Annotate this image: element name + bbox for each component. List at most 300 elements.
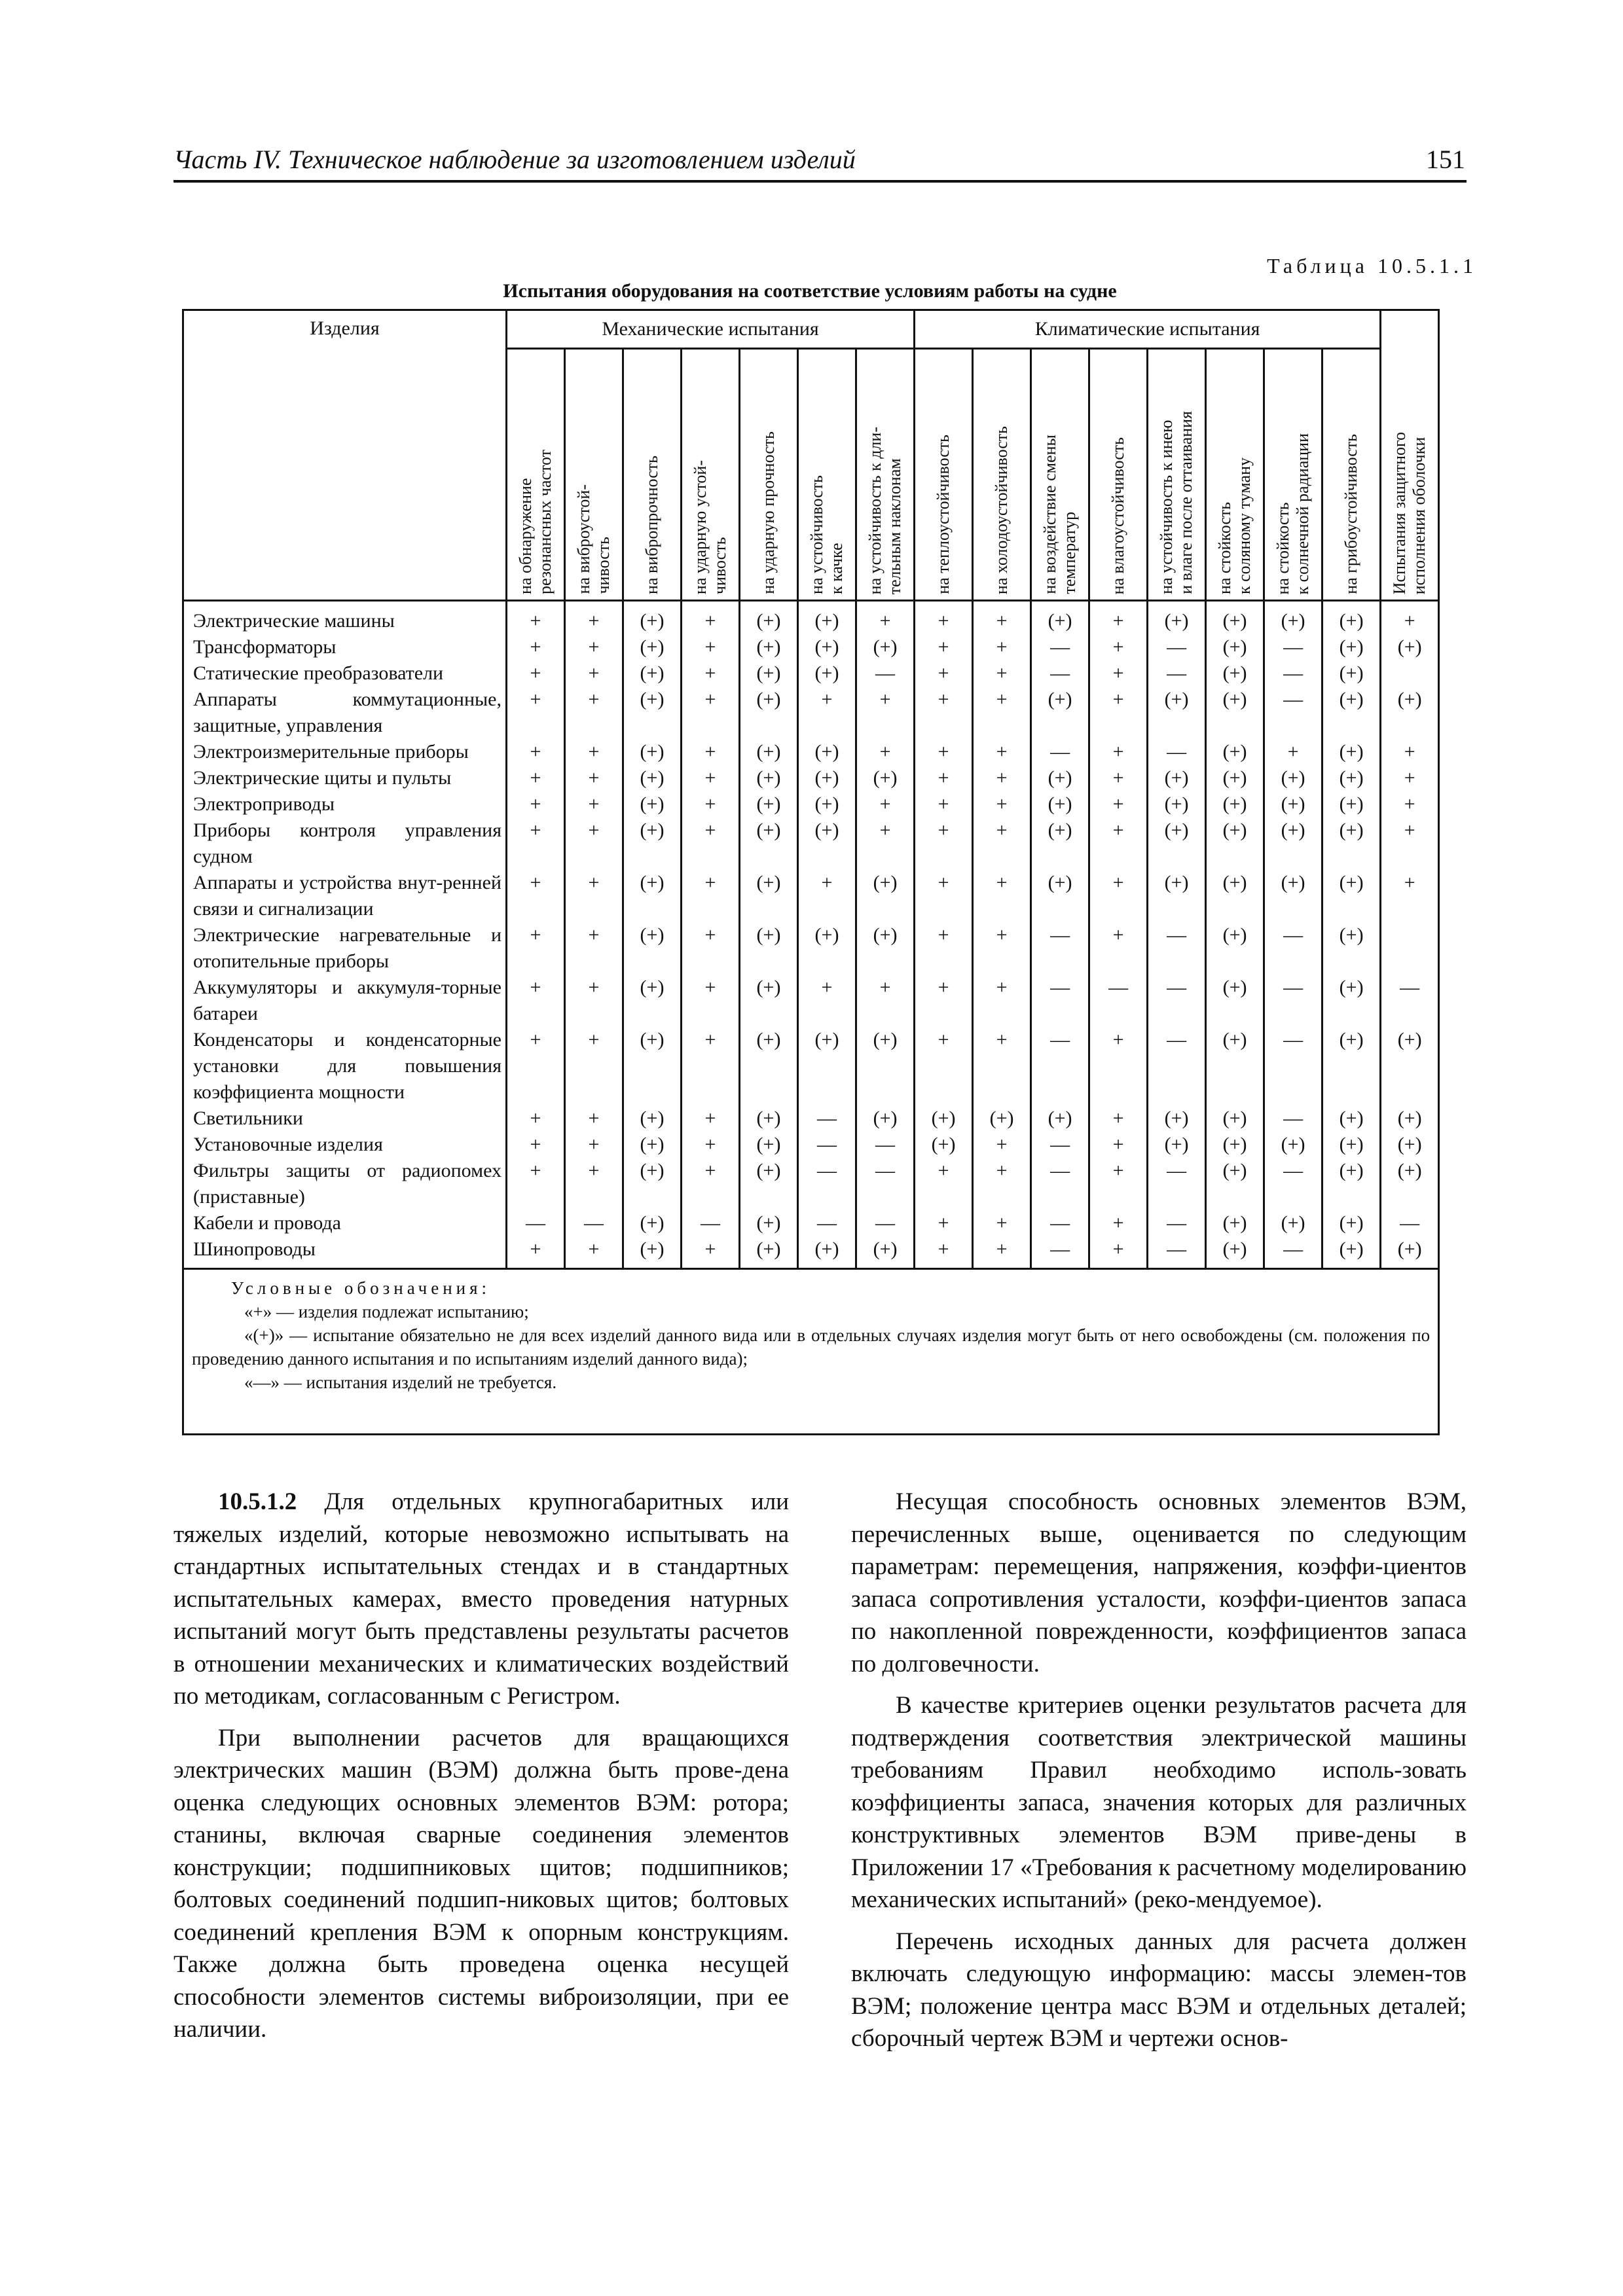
test-mark: + — [507, 765, 565, 791]
table-number: Таблица 10.5.1.1 — [1267, 254, 1477, 278]
test-mark: (+) — [623, 660, 682, 687]
test-mark: + — [682, 1132, 740, 1158]
test-mark: + — [507, 739, 565, 765]
header-col-3 — [623, 349, 682, 601]
test-mark: (+) — [798, 791, 856, 817]
test-mark: + — [1089, 739, 1148, 765]
product-name: Фильтры защиты от радиопомех (приставные) — [183, 1158, 507, 1210]
test-mark: (+) — [623, 687, 682, 739]
test-mark: (+) — [1148, 765, 1206, 791]
test-mark: (+) — [740, 870, 798, 922]
test-mark: (+) — [1148, 687, 1206, 739]
test-mark: (+) — [623, 870, 682, 922]
test-mark: (+) — [856, 1027, 915, 1105]
table-row — [183, 817, 1439, 870]
header-col-2 — [565, 349, 623, 601]
test-mark: + — [973, 817, 1031, 870]
test-mark: — — [1264, 1105, 1322, 1132]
product-name: Кабели и провода — [183, 1210, 507, 1236]
test-mark: — — [1031, 1210, 1089, 1236]
test-mark: (+) — [740, 817, 798, 870]
test-mark: — — [798, 1210, 856, 1236]
header-col-11 — [1089, 349, 1148, 601]
test-mark: + — [1089, 1210, 1148, 1236]
test-mark: (+) — [1322, 1105, 1381, 1132]
product-name: Электрические машины — [183, 601, 507, 635]
test-mark: (+) — [1381, 1132, 1439, 1158]
test-mark: — — [1148, 1236, 1206, 1269]
table-row — [183, 975, 1439, 1027]
test-mark: + — [973, 791, 1031, 817]
test-mark: (+) — [856, 634, 915, 660]
test-mark: (+) — [740, 1236, 798, 1269]
test-mark: (+) — [1206, 1132, 1264, 1158]
header-label-11: на влагоустойчивость — [1108, 437, 1128, 594]
test-mark: (+) — [1206, 817, 1264, 870]
test-mark: — — [1148, 634, 1206, 660]
test-mark: (+) — [1322, 601, 1381, 635]
test-mark: + — [973, 1027, 1031, 1105]
test-mark: + — [856, 817, 915, 870]
test-mark: + — [915, 765, 973, 791]
right-paragraph-1: Несущая способность основных элементов ВЭМ, перечисленных выше, оценивается по следующим параметрам: перемещения, напряжения, коэффи-циентов запаса сопротивления усталости, коэффи-циентов запаса по накопленной поврежденности, коэффициентов запаса по долговечности. — [851, 1488, 1467, 1677]
test-mark: + — [1089, 1236, 1148, 1269]
test-mark: + — [1381, 870, 1439, 922]
table-legend — [183, 1269, 1439, 1435]
test-mark: + — [915, 1236, 973, 1269]
table-row — [183, 922, 1439, 975]
header-label-6: на устойчивость к качке — [807, 475, 846, 594]
test-mark: + — [1381, 601, 1439, 635]
test-mark: + — [507, 975, 565, 1027]
test-mark: (+) — [623, 1132, 682, 1158]
test-mark: + — [682, 1027, 740, 1105]
header-col-8 — [915, 349, 973, 601]
test-mark: (+) — [623, 634, 682, 660]
test-mark: + — [565, 1027, 623, 1105]
test-mark: (+) — [623, 1105, 682, 1132]
header-label-15: на грибоустойчивость — [1341, 434, 1361, 594]
test-mark: (+) — [1264, 870, 1322, 922]
test-mark: + — [915, 739, 973, 765]
test-mark: (+) — [1206, 791, 1264, 817]
test-mark: (+) — [1381, 1027, 1439, 1105]
product-name: Аккумуляторы и аккумуля-торные батареи — [183, 975, 507, 1027]
test-mark: + — [682, 687, 740, 739]
test-mark: + — [973, 870, 1031, 922]
test-mark: (+) — [973, 1105, 1031, 1132]
test-mark: + — [1381, 765, 1439, 791]
test-mark: + — [682, 765, 740, 791]
test-mark: (+) — [1381, 1158, 1439, 1210]
test-mark: (+) — [740, 634, 798, 660]
test-mark: (+) — [623, 922, 682, 975]
test-mark: + — [973, 765, 1031, 791]
test-mark: + — [507, 1027, 565, 1105]
test-mark: + — [507, 817, 565, 870]
test-mark: (+) — [1322, 817, 1381, 870]
test-mark: + — [682, 634, 740, 660]
test-mark: + — [915, 1210, 973, 1236]
test-mark: + — [973, 687, 1031, 739]
test-mark: + — [915, 870, 973, 922]
test-mark: + — [682, 975, 740, 1027]
test-mark: — — [1264, 1236, 1322, 1269]
test-mark: — — [856, 1158, 915, 1210]
test-mark: + — [915, 1158, 973, 1210]
test-mark: + — [565, 1105, 623, 1132]
table-row — [183, 1158, 1439, 1210]
page-number: 151 — [1426, 145, 1465, 174]
test-mark: (+) — [740, 1105, 798, 1132]
test-mark: (+) — [1322, 739, 1381, 765]
header-label-8: на теплоустойчивость — [934, 435, 953, 594]
test-mark: — — [1264, 1027, 1322, 1105]
test-mark: (+) — [623, 791, 682, 817]
test-mark: (+) — [798, 922, 856, 975]
test-mark: + — [565, 922, 623, 975]
table-row — [183, 687, 1439, 739]
table-row — [183, 660, 1439, 687]
test-mark: (+) — [1031, 1105, 1089, 1132]
body-text — [173, 1486, 1467, 2064]
test-mark: + — [798, 870, 856, 922]
test-mark: (+) — [740, 1132, 798, 1158]
test-mark: (+) — [1206, 634, 1264, 660]
test-mark: + — [973, 975, 1031, 1027]
test-mark: + — [682, 817, 740, 870]
test-mark: (+) — [798, 817, 856, 870]
test-mark: (+) — [1148, 791, 1206, 817]
test-mark: + — [507, 1132, 565, 1158]
test-mark: — — [1089, 975, 1148, 1027]
test-mark: (+) — [1264, 791, 1322, 817]
product-name: Конденсаторы и конденсаторные установки для повышения коэффициента мощности — [183, 1027, 507, 1105]
header-climatic: Климатические испытания — [915, 310, 1381, 349]
table-row — [183, 765, 1439, 791]
header-col-10 — [1031, 349, 1089, 601]
test-mark: (+) — [1031, 817, 1089, 870]
test-mark: + — [856, 975, 915, 1027]
test-mark: + — [973, 1132, 1031, 1158]
test-mark: — — [1264, 922, 1322, 975]
table-row — [183, 1210, 1439, 1236]
header-label-3: на вибропрочность — [642, 455, 661, 594]
test-mark: (+) — [1322, 1158, 1381, 1210]
test-mark: — — [1031, 922, 1089, 975]
test-mark: + — [507, 687, 565, 739]
test-mark: — — [1148, 1158, 1206, 1210]
test-mark: + — [507, 1105, 565, 1132]
test-mark: (+) — [623, 1236, 682, 1269]
test-mark: (+) — [798, 1236, 856, 1269]
test-mark: (+) — [1148, 817, 1206, 870]
test-mark: + — [682, 739, 740, 765]
legend-item: «(+)» — испытание обязательно не для всех изделий данного вида или в отдельных случаях изделия могут быть от него освобождены (см. положения по проведению данного испытания и по испытаниям изделий данного вида); — [192, 1325, 1431, 1369]
test-mark: (+) — [1206, 687, 1264, 739]
test-mark: (+) — [740, 765, 798, 791]
test-mark: (+) — [856, 922, 915, 975]
test-mark: + — [565, 765, 623, 791]
product-name: Шинопроводы — [183, 1236, 507, 1269]
test-mark: + — [856, 687, 915, 739]
test-mark: + — [507, 870, 565, 922]
test-mark: (+) — [623, 765, 682, 791]
header-col-13 — [1206, 349, 1264, 601]
test-mark: (+) — [1148, 870, 1206, 922]
right-column — [851, 1486, 1467, 2064]
test-mark: — — [682, 1210, 740, 1236]
test-mark: + — [682, 1105, 740, 1132]
test-mark: (+) — [915, 1105, 973, 1132]
right-paragraph-3: Перечень исходных данных для расчета должен включать следующую информацию: массы элемен-тов ВЭМ; положение центра масс ВЭМ и отдельных деталей; сборочный чертеж ВЭМ и чертежи основ- — [851, 1928, 1467, 2052]
test-mark: + — [565, 1236, 623, 1269]
test-mark: + — [856, 739, 915, 765]
test-mark — [1381, 660, 1439, 687]
test-mark: + — [507, 660, 565, 687]
test-mark: (+) — [1148, 1132, 1206, 1158]
test-mark: (+) — [1031, 687, 1089, 739]
left-paragraph-2: При выполнении расчетов для вращающихся электрических машин (ВЭМ) должна быть прове-дена оценка следующих основных элементов ВЭМ: ротора; станины, включая сварные соединения элементов конструкции; подшипниковых щитов; подшипников; болтовых соединений подшип-никовых щитов; болтовых соединений крепления ВЭМ к опорным конструкциям. Также должна быть проведена оценка несущей способности элементов системы виброизоляции, при ее наличии. — [173, 1724, 789, 2043]
test-mark: + — [507, 1158, 565, 1210]
test-mark: + — [1089, 660, 1148, 687]
test-mark: (+) — [798, 739, 856, 765]
legend-heading: Условные обозначения: — [231, 1278, 491, 1298]
table-row — [183, 791, 1439, 817]
table-row — [183, 1236, 1439, 1269]
test-mark: (+) — [623, 1210, 682, 1236]
test-mark: — — [507, 1210, 565, 1236]
table-row — [183, 870, 1439, 922]
test-mark: + — [973, 1158, 1031, 1210]
test-mark: + — [1381, 791, 1439, 817]
test-mark: (+) — [623, 739, 682, 765]
test-mark: (+) — [1264, 601, 1322, 635]
test-mark: (+) — [798, 1027, 856, 1105]
test-mark: — — [1148, 660, 1206, 687]
header-label-2: на виброустой- чивость — [574, 484, 613, 594]
test-mark: + — [565, 791, 623, 817]
product-name: Электрические нагревательные и отопительные приборы — [183, 922, 507, 975]
test-mark: (+) — [1206, 1105, 1264, 1132]
equipment-tests-table — [182, 309, 1438, 1435]
header-col-12 — [1148, 349, 1206, 601]
test-mark: (+) — [1148, 601, 1206, 635]
test-mark: + — [682, 1236, 740, 1269]
test-mark: + — [565, 1158, 623, 1210]
test-mark: + — [915, 975, 973, 1027]
test-mark: (+) — [1148, 1105, 1206, 1132]
test-mark: — — [1381, 1210, 1439, 1236]
test-mark: + — [507, 922, 565, 975]
section-number: 10.5.1.2 — [218, 1488, 297, 1515]
test-mark: — — [1031, 1236, 1089, 1269]
test-mark: + — [682, 922, 740, 975]
test-mark: (+) — [1031, 601, 1089, 635]
test-mark: — — [1031, 634, 1089, 660]
test-mark: (+) — [1322, 1132, 1381, 1158]
test-mark: + — [1381, 817, 1439, 870]
test-mark: — — [1264, 687, 1322, 739]
test-mark: + — [915, 791, 973, 817]
test-mark: (+) — [856, 765, 915, 791]
test-mark: (+) — [1322, 765, 1381, 791]
test-mark: (+) — [1322, 1027, 1381, 1105]
test-mark: (+) — [623, 817, 682, 870]
test-mark: + — [798, 975, 856, 1027]
test-mark: — — [1264, 660, 1322, 687]
product-name: Аппараты коммутационные, защитные, управления — [183, 687, 507, 739]
test-mark: + — [973, 1210, 1031, 1236]
table-row — [183, 739, 1439, 765]
test-mark: + — [915, 1027, 973, 1105]
test-mark: (+) — [1264, 765, 1322, 791]
test-mark: (+) — [1206, 1236, 1264, 1269]
test-mark: (+) — [856, 1105, 915, 1132]
test-mark: + — [682, 870, 740, 922]
test-mark: (+) — [623, 1158, 682, 1210]
test-mark: (+) — [623, 601, 682, 635]
test-mark: (+) — [798, 634, 856, 660]
test-mark: + — [1089, 1027, 1148, 1105]
header-col-1 — [507, 349, 565, 601]
table-title: Испытания оборудования на соответствие условиям работы на судне — [503, 280, 1117, 302]
test-mark: (+) — [623, 1027, 682, 1105]
test-mark: (+) — [1031, 791, 1089, 817]
test-mark: (+) — [1322, 687, 1381, 739]
product-name: Электрические щиты и пульты — [183, 765, 507, 791]
test-mark: (+) — [740, 922, 798, 975]
table-row — [183, 1105, 1439, 1132]
test-mark: (+) — [856, 870, 915, 922]
test-mark: — — [1031, 1027, 1089, 1105]
test-mark: + — [565, 739, 623, 765]
header-col-16 — [1381, 310, 1439, 601]
test-mark: (+) — [1381, 1105, 1439, 1132]
product-name: Статические преобразователи — [183, 660, 507, 687]
test-mark: (+) — [798, 765, 856, 791]
header-label-10: на воздействие смены температур — [1040, 435, 1080, 594]
test-mark: + — [565, 634, 623, 660]
product-name: Установочные изделия — [183, 1132, 507, 1158]
test-mark: + — [973, 601, 1031, 635]
test-mark: — — [1031, 660, 1089, 687]
test-mark: + — [1089, 687, 1148, 739]
test-mark: + — [973, 739, 1031, 765]
test-mark: + — [565, 817, 623, 870]
running-title: Часть IV. Техническое наблюдение за изготовлением изделий — [173, 145, 856, 174]
table-row — [183, 601, 1439, 635]
header-label-9: на холодоустойчивость — [992, 425, 1012, 594]
test-mark: (+) — [1206, 601, 1264, 635]
test-mark: + — [915, 660, 973, 687]
header-col-15 — [1322, 349, 1381, 601]
left-column — [173, 1486, 789, 2064]
header-label-14: на стойкость к солнечной радиации — [1273, 433, 1313, 594]
test-mark: (+) — [798, 660, 856, 687]
test-mark: + — [1089, 1158, 1148, 1210]
test-mark: (+) — [1206, 765, 1264, 791]
test-mark: — — [856, 660, 915, 687]
test-mark: + — [1089, 870, 1148, 922]
test-mark: + — [682, 791, 740, 817]
test-mark: (+) — [740, 1210, 798, 1236]
test-mark: + — [507, 601, 565, 635]
test-mark: + — [915, 634, 973, 660]
test-mark: (+) — [1322, 791, 1381, 817]
test-mark: (+) — [623, 975, 682, 1027]
test-mark: (+) — [1322, 660, 1381, 687]
test-mark: (+) — [1206, 1027, 1264, 1105]
test-mark: (+) — [740, 975, 798, 1027]
test-mark: — — [1148, 739, 1206, 765]
table-row — [183, 634, 1439, 660]
test-mark: + — [915, 687, 973, 739]
test-mark: — — [1264, 634, 1322, 660]
test-mark: + — [565, 660, 623, 687]
test-mark: + — [915, 817, 973, 870]
table-row — [183, 1132, 1439, 1158]
test-mark: (+) — [1322, 975, 1381, 1027]
header-products: Изделия — [183, 310, 507, 601]
test-mark: (+) — [1206, 975, 1264, 1027]
header-col-7 — [856, 349, 915, 601]
test-mark: + — [856, 791, 915, 817]
test-mark: (+) — [740, 1158, 798, 1210]
test-mark: (+) — [1031, 870, 1089, 922]
test-mark: + — [973, 634, 1031, 660]
test-mark: — — [565, 1210, 623, 1236]
test-mark: (+) — [1206, 660, 1264, 687]
header-col-14 — [1264, 349, 1322, 601]
test-mark: (+) — [1264, 1132, 1322, 1158]
test-mark: + — [1381, 739, 1439, 765]
test-mark: — — [1031, 739, 1089, 765]
product-name: Трансформаторы — [183, 634, 507, 660]
test-mark: (+) — [1381, 1236, 1439, 1269]
test-mark: + — [507, 791, 565, 817]
test-mark — [1381, 922, 1439, 975]
test-mark: (+) — [1322, 870, 1381, 922]
test-mark: + — [798, 687, 856, 739]
test-mark: (+) — [1322, 922, 1381, 975]
test-mark: + — [1264, 739, 1322, 765]
test-mark: — — [1031, 1158, 1089, 1210]
product-name: Электроприводы — [183, 791, 507, 817]
test-mark: + — [1089, 601, 1148, 635]
header-col-5 — [740, 349, 798, 601]
test-mark: — — [1148, 975, 1206, 1027]
test-mark: (+) — [740, 791, 798, 817]
left-paragraph-1: Для отдельных крупногабаритных или тяжелых изделий, которые невозможно испытывать на стандартных испытательных стендах и в стандартных испытательных камерах, вместо проведения натурных испытаний могут быть представлены результаты расчетов в отношении механических и климатических воздействий по методикам, согласованным с Регистром. — [173, 1488, 790, 1710]
test-mark: (+) — [1206, 870, 1264, 922]
test-mark: + — [682, 660, 740, 687]
test-mark: + — [1089, 765, 1148, 791]
test-mark: (+) — [1206, 739, 1264, 765]
test-mark: — — [1148, 1027, 1206, 1105]
running-header — [173, 141, 1467, 183]
test-mark: + — [1089, 1105, 1148, 1132]
test-mark: (+) — [1264, 817, 1322, 870]
test-mark: — — [1264, 1158, 1322, 1210]
legend-item: «—» — испытания изделий не требуется. — [244, 1372, 557, 1392]
test-mark: + — [565, 975, 623, 1027]
table-row — [183, 1027, 1439, 1105]
header-col-9 — [973, 349, 1031, 601]
test-mark: + — [1089, 922, 1148, 975]
test-mark: + — [1089, 791, 1148, 817]
test-mark: (+) — [1381, 634, 1439, 660]
